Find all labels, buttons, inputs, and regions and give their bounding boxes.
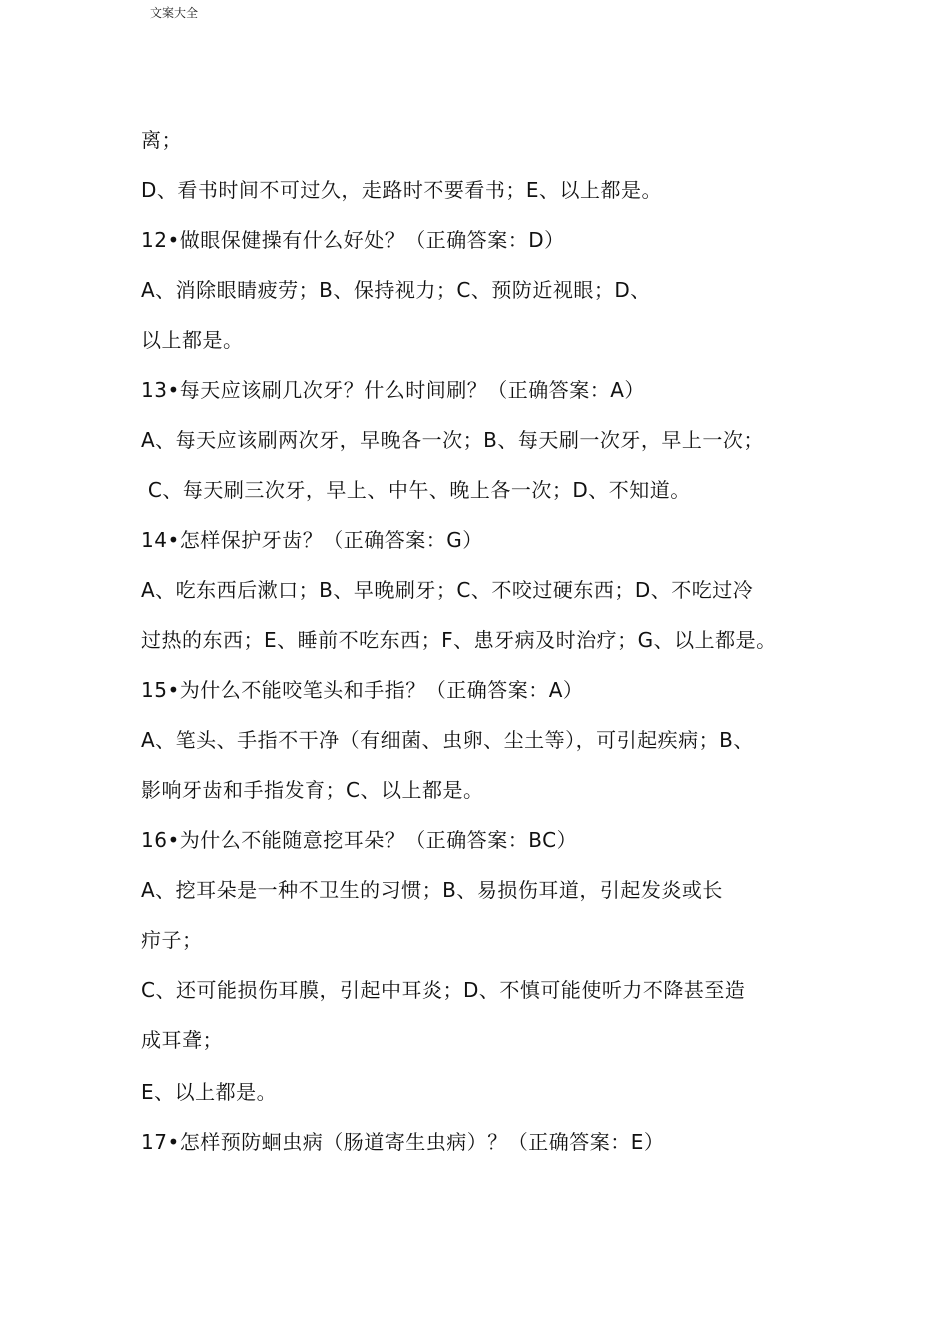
text-line: 影响牙齿和手指发育；C、以上都是。: [141, 778, 484, 802]
text-line: D、看书时间不可过久，走路时不要看书；E、以上都是。: [141, 178, 663, 202]
text-line: 离；: [141, 128, 182, 152]
text-line: E、以上都是。: [141, 1080, 278, 1104]
question-heading: 14•怎样保护牙齿？（正确答案：G）: [141, 528, 483, 552]
question-heading: 17•怎样预防蛔虫病（肠道寄生虫病）？（正确答案：E）: [141, 1130, 665, 1154]
page-header: 文案大全: [150, 6, 199, 20]
question-heading: 13•每天应该刷几次牙？什么时间刷？（正确答案：A）: [141, 378, 645, 402]
text-line: A、挖耳朵是一种不卫生的习惯；B、易损伤耳道，引起发炎或长: [141, 878, 723, 902]
question-heading: 16•为什么不能随意挖耳朵？（正确答案：BC）: [141, 828, 578, 852]
text-line: 成耳聋；: [141, 1028, 223, 1052]
text-line: A、消除眼睛疲劳；B、保持视力；C、预防近视眼；D、: [141, 278, 651, 302]
question-heading: 15•为什么不能咬笔头和手指？（正确答案：A）: [141, 678, 584, 702]
text-line: 以上都是。: [141, 328, 244, 352]
text-line: A、每天应该刷两次牙，早晚各一次；B、每天刷一次牙，早上一次；: [141, 428, 764, 452]
text-line: C、还可能损伤耳膜，引起中耳炎；D、不慎可能使听力不降甚至造: [141, 978, 746, 1002]
question-heading: 12•做眼保健操有什么好处？（正确答案：D）: [141, 228, 565, 252]
text-line: C、每天刷三次牙，早上、中午、晚上各一次；D、不知道。: [141, 478, 691, 502]
text-line: A、吃东西后漱口；B、早晚刷牙；C、不咬过硬东西；D、不吃过冷: [141, 578, 754, 602]
text-line: A、笔头、手指不干净（有细菌、虫卵、尘土等），可引起疾病；B、: [141, 728, 754, 752]
text-line: 疖子；: [141, 928, 203, 952]
text-line: 过热的东西；E、睡前不吃东西；F、患牙病及时治疗；G、以上都是。: [141, 628, 777, 652]
